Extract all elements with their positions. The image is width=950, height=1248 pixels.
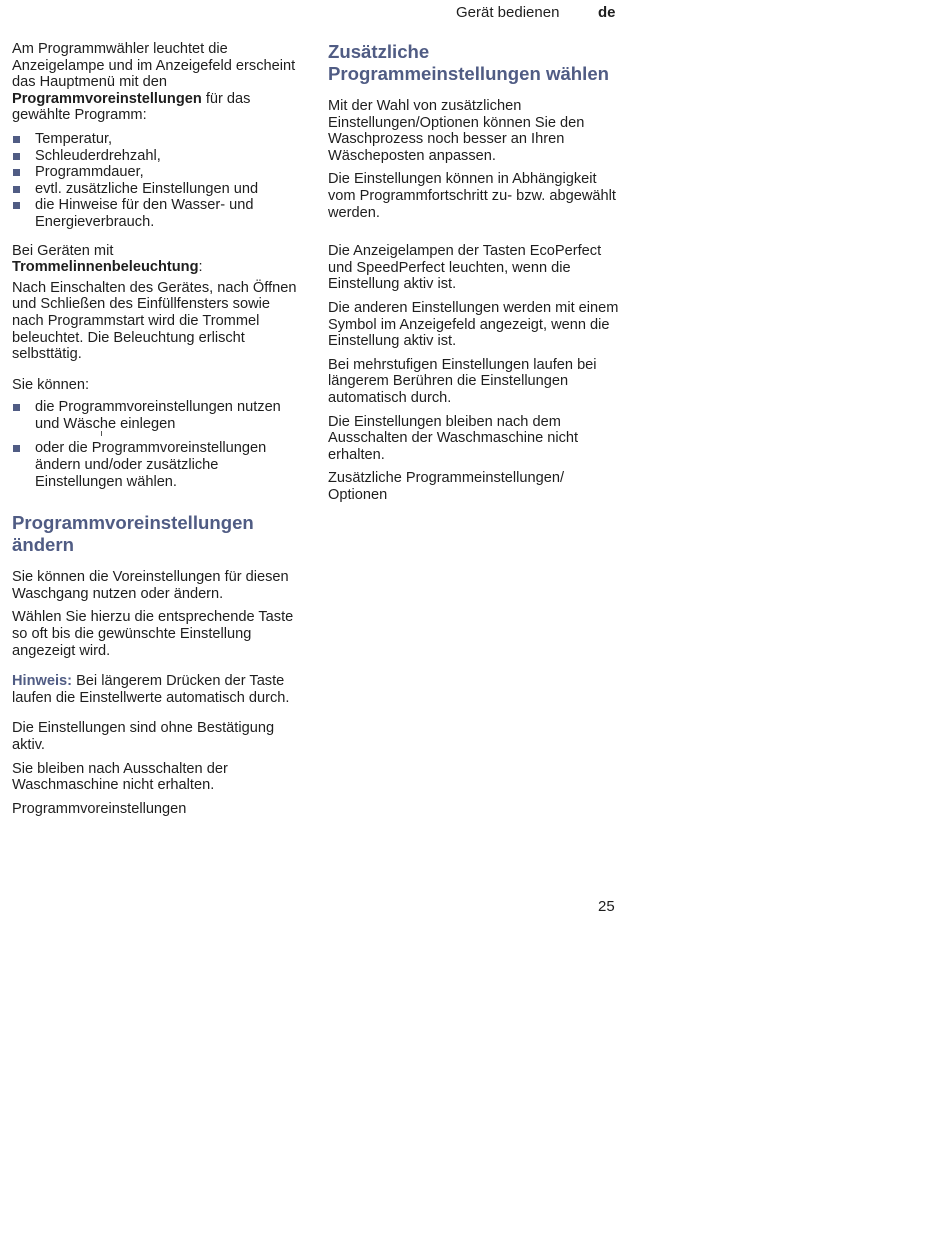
left-column [12,41,304,824]
paragraph: Die Einstellungen können in Abhängigkeit vom Programmfortschritt zu- bzw. abgewählt werden. [328,171,616,221]
list-item: oder die Programmvoreinstellungen ändern und/oder zusätzliche Einstellungen wählen. [12,440,304,490]
paragraph: Die Anzeigelampen der Tasten EcoPerfect und SpeedPerfect leuchten, wenn die Einstellung aktiv ist. [328,243,602,293]
you-can-label: Sie können: [12,376,90,393]
options-list [12,399,304,490]
list-item: Schleuderdrehzahl, [12,148,304,165]
paragraph: Die anderen Einstellungen werden mit einem Symbol im Anzeigefeld angezeigt, wenn die Einstellung aktiv ist. [328,299,619,350]
list-item: die Programmvoreinstellungen nutzen und Wäsche einlegen [12,399,304,432]
paragraph: Programmvoreinstellungen [12,800,187,817]
list-item: die Hinweise für den Wasser- und Energieverbrauch. [12,197,304,230]
hint-paragraph: Hinweis: Bei längerem Drücken der Taste laufen die Einstellwerte automatisch durch. [12,673,290,706]
list-item: Programmdauer, [12,164,304,181]
drum-light-term: Trommelinnenbeleuchtung [12,259,199,276]
paragraph: Sie können die Voreinstellungen für diesen Waschgang nutzen oder ändern. [12,569,289,602]
page-number: 25 [598,898,615,915]
section-heading-options: Zusätzliche Programmeinstellungen wählen [328,41,610,84]
paragraph: Sie bleiben nach Ausschalten der Waschmaschine nicht erhalten. [12,760,228,794]
intro-paragraph: Am Programmwähler leuchtet die Anzeigelampe und im Anzeigefeld erscheint das Hauptmenü mit den Programmvoreinstellungen für das gewählte Programm: [12,41,296,124]
hint-label: Hinweis: [12,673,73,690]
paragraph: Bei mehrstufigen Einstellungen laufen bei längerem Berühren die Einstellungen automatisch durch. [328,356,597,406]
paragraph: Die Einstellungen sind ohne Bestätigung aktiv. [12,720,275,753]
paragraph: Wählen Sie hierzu die entsprechende Taste so oft bis die gewünschte Einstellung angezeigt wird. [12,609,294,659]
section-heading-presets: Programmvoreinstellungen ändern [12,512,254,555]
list-item: evtl. zusätzliche Einstellungen und [12,181,304,198]
intro-bold-term: Programmvoreinstellungen [12,90,202,107]
section-title: Gerät bedienen [456,4,560,21]
paragraph: Mit der Wahl von zusätzlichen Einstellungen/Optionen können Sie den Waschprozess noch besser an Ihren Wäscheposten anpassen. [328,98,585,164]
stray-mark [12,432,304,440]
preset-list [12,131,304,231]
drum-light-intro: Bei Geräten mit Trommelinnenbeleuchtung: [12,242,203,276]
paragraph: Die Einstellungen bleiben nach dem Ausschalten der Waschmaschine nicht erhalten. [328,413,579,463]
drum-light-text: Nach Einschalten des Gerätes, nach Öffnen und Schließen des Einfüllfensters sowie nach Programmstart wird die Trommel beleuchtet. Die Beleuchtung erlischt selbsttätig. [12,279,297,363]
list-item: Temperatur, [12,131,304,148]
language-code: de [598,4,616,21]
page-header [0,4,950,24]
paragraph: Zusätzliche Programmeinstellungen/ Optionen [328,470,565,503]
right-column [328,41,626,510]
